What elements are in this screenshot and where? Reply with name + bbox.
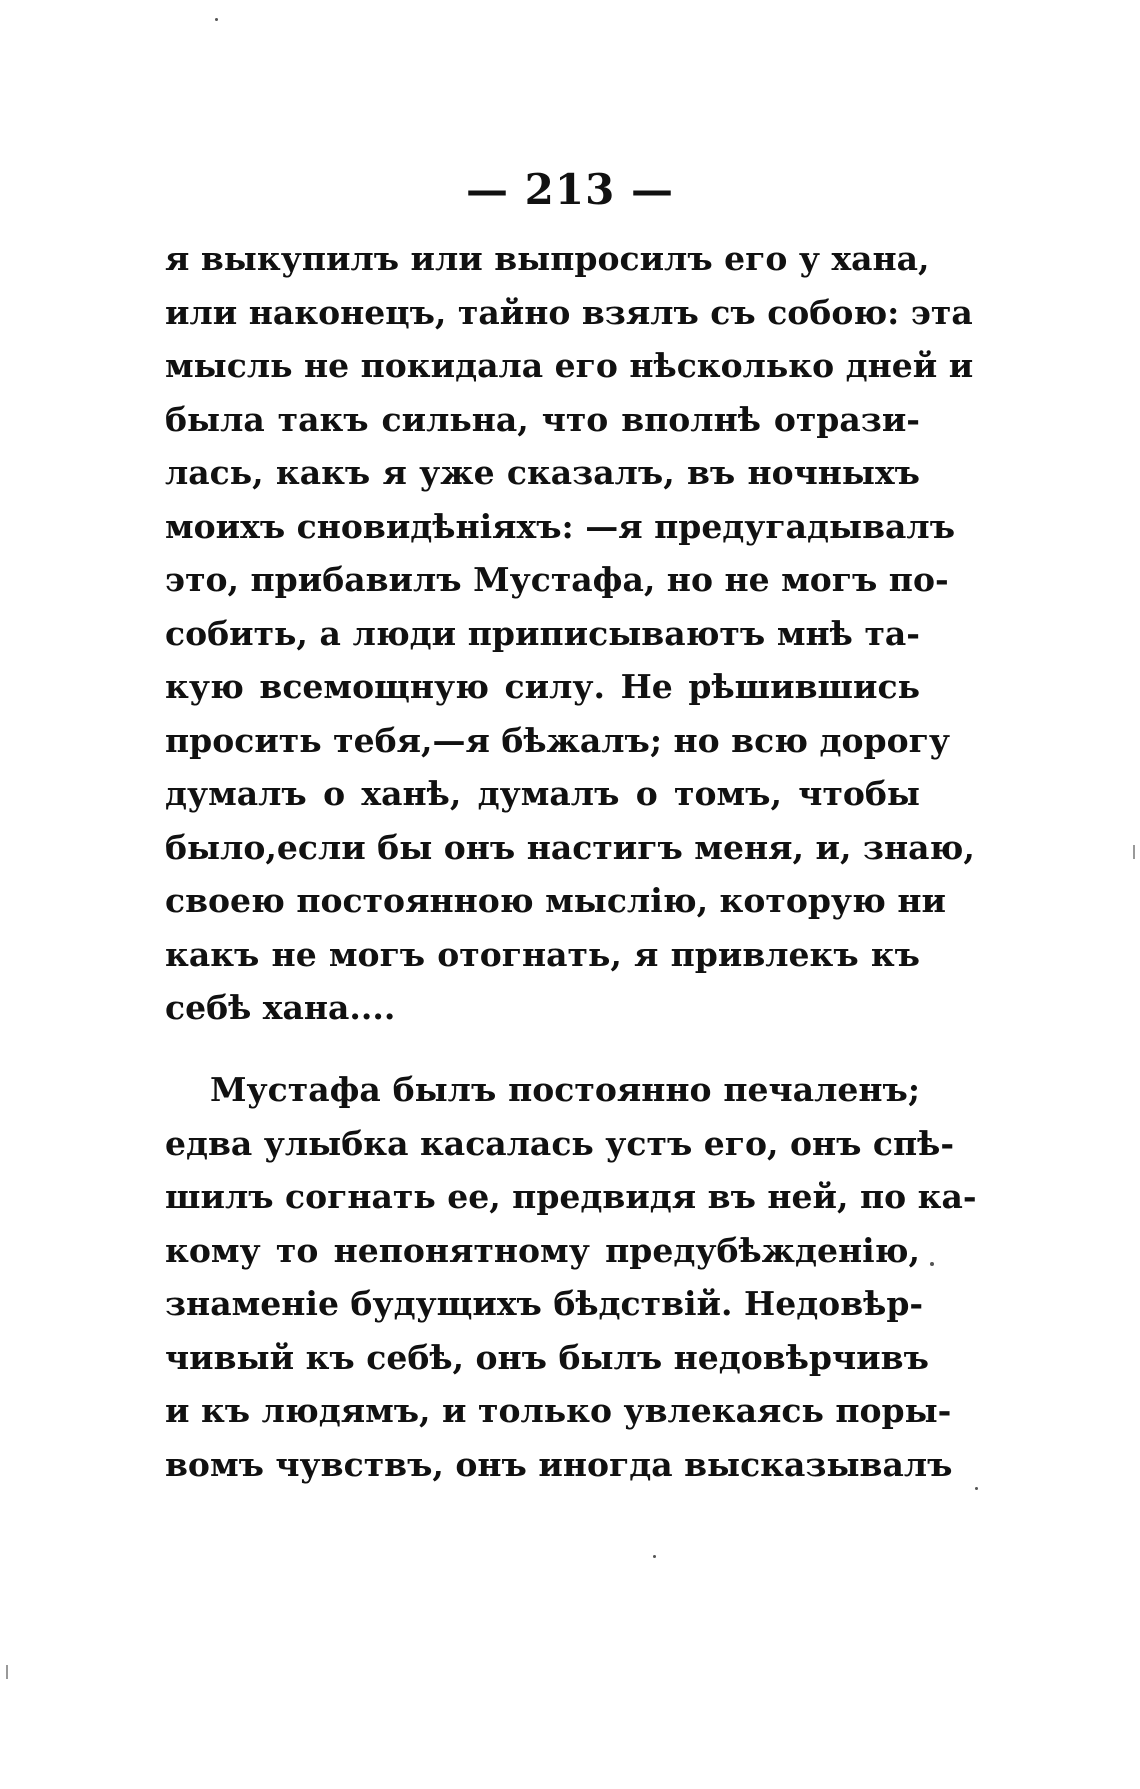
text-line: знаменіе будущихъ бѣдствій. Недовѣр- xyxy=(165,1284,924,1323)
text-line: собить, а люди приписываютъ мнѣ та- xyxy=(165,613,920,653)
text-line: кую всемощную силу. Не рѣшившись xyxy=(165,667,920,706)
text-line: себѣ хана.... xyxy=(165,988,396,1027)
scan-speck xyxy=(215,18,218,21)
text-line: вомъ чувствъ, онъ иногда высказывалъ xyxy=(165,1444,953,1484)
text-line: своею постоянною мыслію, которую ни xyxy=(165,881,947,920)
scan-speck xyxy=(975,1487,978,1490)
text-line: и къ людямъ, и только увлекаясь поры- xyxy=(165,1391,952,1430)
scan-speck xyxy=(930,1262,934,1266)
text-line: лась, какъ я уже сказалъ, въ ночныхъ xyxy=(165,453,920,492)
text-line: едва улыбка касалась устъ его, онъ спѣ- xyxy=(165,1123,955,1163)
text-line: моихъ сновидѣніяхъ: —я предугадывалъ xyxy=(165,506,956,546)
scan-edge-mark xyxy=(1133,845,1135,859)
text-line: чивый къ себѣ, онъ былъ недовѣрчивъ xyxy=(165,1337,929,1377)
page-number: — 213 — xyxy=(466,165,674,214)
text-line: была такъ сильна, что вполнѣ отрази- xyxy=(165,399,920,439)
text-line: какъ не могъ отогнать, я привлекъ къ xyxy=(165,934,920,974)
text-line: думалъ о ханѣ, думалъ о томъ, чтобы xyxy=(165,774,920,813)
text-line: шилъ согнать ее, предвидя въ ней, по ка- xyxy=(165,1177,977,1216)
text-line: я выкупилъ или выпросилъ его у хана, xyxy=(165,239,930,278)
scan-edge-mark xyxy=(6,1665,8,1679)
text-line: или наконецъ, тайно взялъ съ собою: эта xyxy=(165,292,973,332)
paragraph-2 xyxy=(165,1063,977,1491)
paragraph-1 xyxy=(165,232,975,1035)
text-line: это, прибавилъ Мустафа, но не могъ по- xyxy=(165,560,949,599)
text-line: Мустафа былъ постоянно печаленъ; xyxy=(210,1070,920,1109)
scan-speck xyxy=(653,1555,656,1558)
text-line: просить тебя,—я бѣжалъ; но всю дорогу xyxy=(165,720,950,760)
text-line: мысль не покидала его нѣсколько дней и xyxy=(165,346,974,385)
text-line: было,если бы онъ настигъ меня, и, знаю, xyxy=(165,827,975,867)
text-line: кому то непонятному предубѣжденію, xyxy=(165,1230,920,1270)
